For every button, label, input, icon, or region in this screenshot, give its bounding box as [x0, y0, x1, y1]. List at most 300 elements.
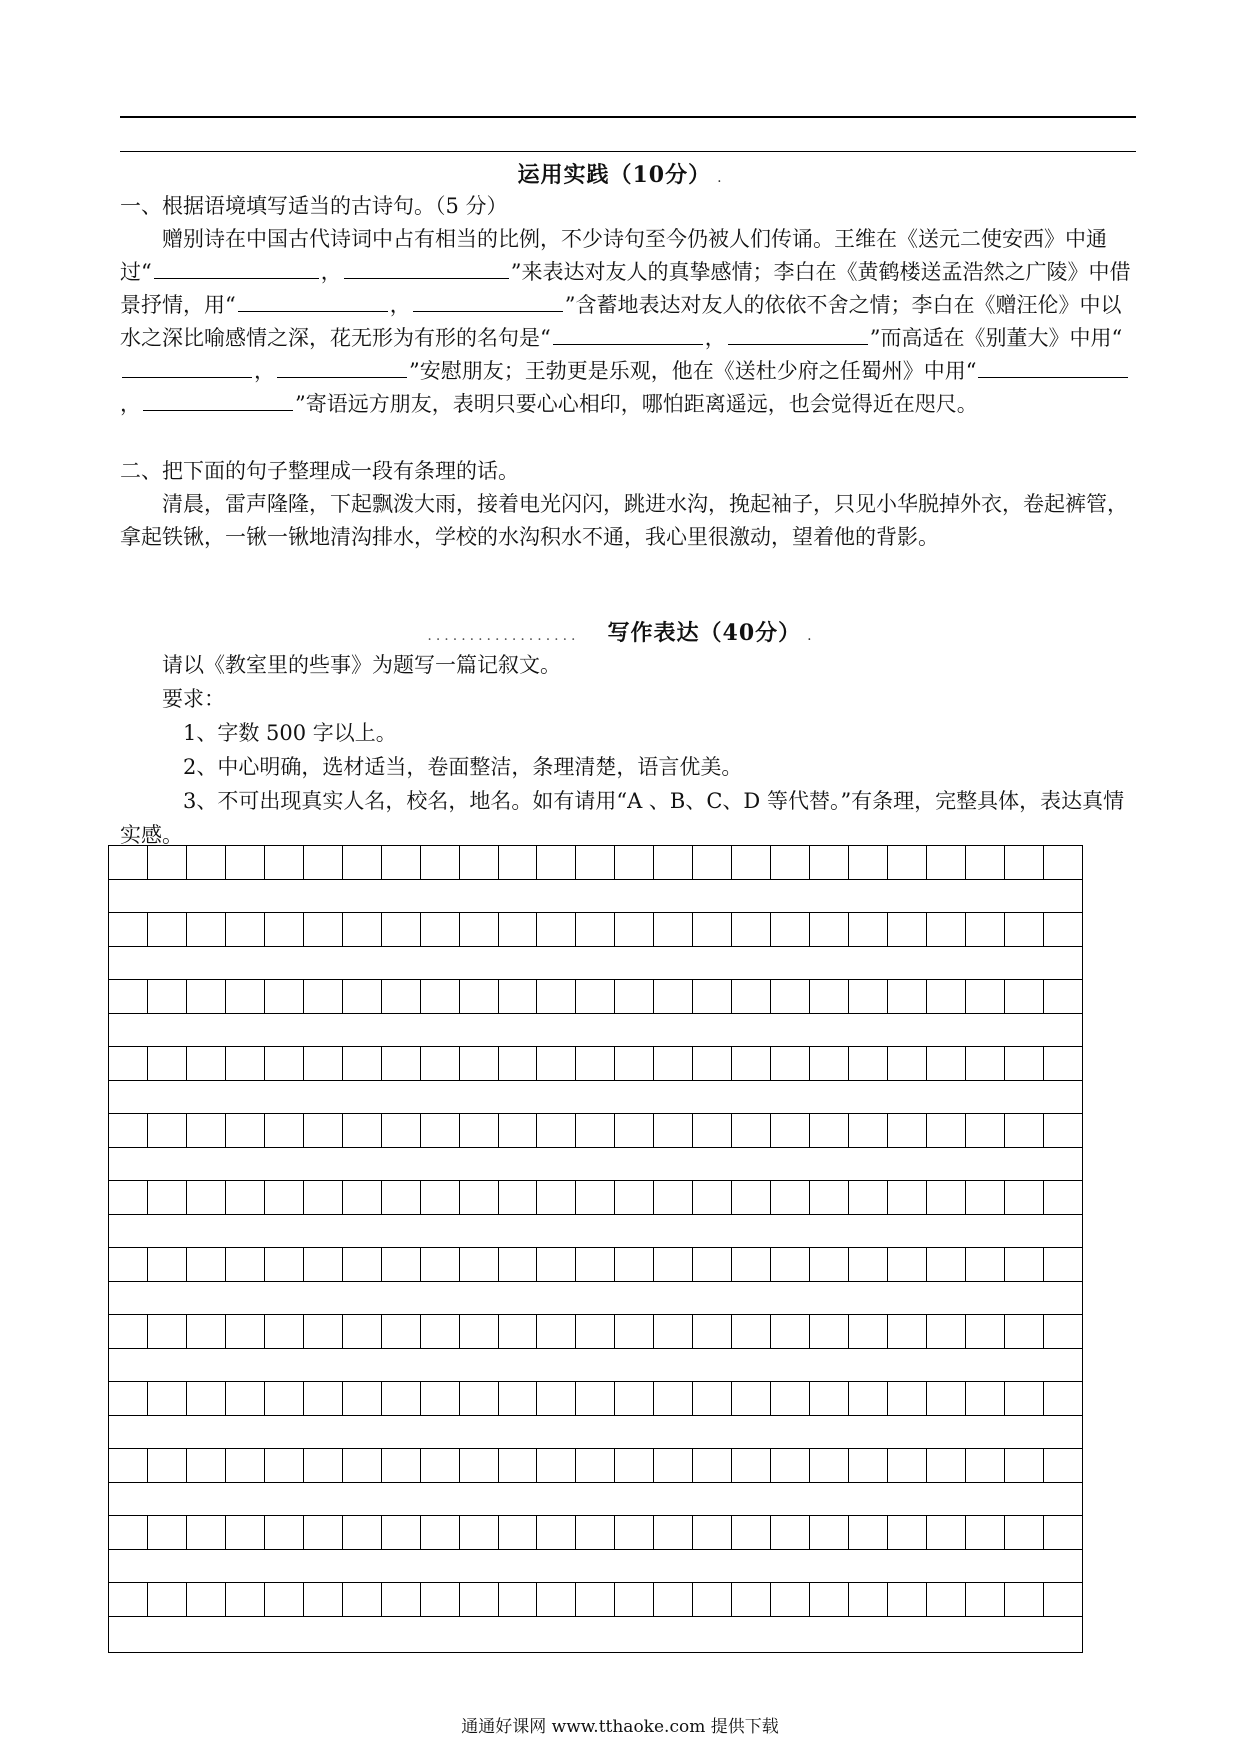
grid-cell[interactable]: [304, 980, 343, 1014]
grid-cell[interactable]: [849, 980, 888, 1014]
grid-cell[interactable]: [1044, 1516, 1082, 1550]
grid-cell[interactable]: [304, 1114, 343, 1148]
grid-cell[interactable]: [927, 1516, 966, 1550]
grid-cell[interactable]: [537, 913, 576, 947]
grid-cell[interactable]: [537, 1583, 576, 1617]
grid-cell[interactable]: [966, 980, 1005, 1014]
grid-cell[interactable]: [187, 1248, 226, 1282]
grid-cell[interactable]: [460, 1047, 499, 1081]
grid-cell[interactable]: [576, 1382, 615, 1416]
grid-cell[interactable]: [771, 1382, 810, 1416]
grid-cell[interactable]: [382, 980, 421, 1014]
grid-cell[interactable]: [148, 1449, 187, 1483]
grid-cell[interactable]: [927, 1583, 966, 1617]
grid-cell[interactable]: [849, 1114, 888, 1148]
grid-cell[interactable]: [654, 1516, 693, 1550]
grid-cell[interactable]: [732, 1248, 771, 1282]
grid-cell[interactable]: [771, 1114, 810, 1148]
grid-cell[interactable]: [226, 1583, 265, 1617]
grid-cell[interactable]: [499, 1315, 538, 1349]
grid-cell[interactable]: [148, 1516, 187, 1550]
grid-cell[interactable]: [1044, 1181, 1082, 1215]
grid-cell[interactable]: [1044, 1382, 1082, 1416]
grid-cell[interactable]: [732, 1583, 771, 1617]
grid-cell[interactable]: [1005, 1181, 1044, 1215]
grid-cell[interactable]: [771, 913, 810, 947]
grid-cell[interactable]: [615, 846, 654, 880]
grid-cell[interactable]: [187, 1181, 226, 1215]
grid-cell[interactable]: [460, 1516, 499, 1550]
grid-cell[interactable]: [343, 846, 382, 880]
grid-cell[interactable]: [1005, 1315, 1044, 1349]
grid-cell[interactable]: [888, 846, 927, 880]
grid-cell[interactable]: [382, 846, 421, 880]
grid-cell[interactable]: [1044, 1449, 1082, 1483]
answer-blank[interactable]: [143, 388, 293, 411]
grid-cell[interactable]: [654, 913, 693, 947]
grid-cell[interactable]: [187, 1382, 226, 1416]
grid-cell[interactable]: [537, 1047, 576, 1081]
grid-cell[interactable]: [499, 1114, 538, 1148]
grid-cell[interactable]: [654, 1449, 693, 1483]
grid-cell[interactable]: [499, 1382, 538, 1416]
grid-cell[interactable]: [109, 1583, 148, 1617]
grid-cell[interactable]: [1044, 1114, 1082, 1148]
grid-cell[interactable]: [927, 1449, 966, 1483]
grid-cell[interactable]: [304, 1516, 343, 1550]
grid-cell[interactable]: [771, 1047, 810, 1081]
grid-cell[interactable]: [187, 1315, 226, 1349]
grid-cell[interactable]: [537, 980, 576, 1014]
grid-cell[interactable]: [460, 1583, 499, 1617]
grid-cell[interactable]: [382, 1047, 421, 1081]
grid-cell[interactable]: [265, 1047, 304, 1081]
grid-cell[interactable]: [226, 1047, 265, 1081]
grid-cell[interactable]: [421, 1248, 460, 1282]
grid-cell[interactable]: [732, 913, 771, 947]
grid-cell[interactable]: [382, 1114, 421, 1148]
grid-cell[interactable]: [693, 1382, 732, 1416]
grid-cell[interactable]: [537, 1516, 576, 1550]
grid-cell[interactable]: [343, 1181, 382, 1215]
grid-cell[interactable]: [148, 913, 187, 947]
grid-cell[interactable]: [343, 1516, 382, 1550]
grid-cell[interactable]: [148, 1583, 187, 1617]
grid-cell[interactable]: [810, 1047, 849, 1081]
grid-cell[interactable]: [109, 1315, 148, 1349]
grid-cell[interactable]: [148, 1248, 187, 1282]
grid-cell[interactable]: [576, 846, 615, 880]
grid-cell[interactable]: [382, 1315, 421, 1349]
grid-cell[interactable]: [966, 1181, 1005, 1215]
grid-cell[interactable]: [265, 1382, 304, 1416]
grid-cell[interactable]: [927, 1181, 966, 1215]
grid-cell[interactable]: [226, 1181, 265, 1215]
grid-cell[interactable]: [226, 980, 265, 1014]
grid-cell[interactable]: [1044, 980, 1082, 1014]
grid-cell[interactable]: [615, 1315, 654, 1349]
grid-cell[interactable]: [187, 913, 226, 947]
grid-cell[interactable]: [810, 980, 849, 1014]
grid-cell[interactable]: [888, 1449, 927, 1483]
grid-cell[interactable]: [888, 1382, 927, 1416]
grid-cell[interactable]: [265, 1248, 304, 1282]
grid-cell[interactable]: [654, 1114, 693, 1148]
grid-cell[interactable]: [654, 1382, 693, 1416]
grid-cell[interactable]: [304, 1449, 343, 1483]
grid-cell[interactable]: [499, 846, 538, 880]
grid-cell[interactable]: [109, 1047, 148, 1081]
grid-cell[interactable]: [421, 1315, 460, 1349]
grid-cell[interactable]: [499, 1583, 538, 1617]
grid-cell[interactable]: [771, 980, 810, 1014]
grid-cell[interactable]: [927, 846, 966, 880]
grid-cell[interactable]: [693, 1449, 732, 1483]
grid-cell[interactable]: [1044, 846, 1082, 880]
grid-cell[interactable]: [187, 1114, 226, 1148]
grid-cell[interactable]: [460, 1181, 499, 1215]
grid-cell[interactable]: [654, 980, 693, 1014]
grid-cell[interactable]: [148, 980, 187, 1014]
grid-cell[interactable]: [771, 1181, 810, 1215]
grid-cell[interactable]: [576, 980, 615, 1014]
grid-cell[interactable]: [382, 1248, 421, 1282]
grid-cell[interactable]: [888, 1248, 927, 1282]
grid-cell[interactable]: [966, 913, 1005, 947]
grid-cell[interactable]: [187, 1516, 226, 1550]
grid-cell[interactable]: [187, 1047, 226, 1081]
grid-cell[interactable]: [888, 1583, 927, 1617]
grid-cell[interactable]: [421, 913, 460, 947]
grid-cell[interactable]: [732, 846, 771, 880]
grid-cell[interactable]: [265, 980, 304, 1014]
grid-cell[interactable]: [615, 1449, 654, 1483]
grid-cell[interactable]: [226, 1248, 265, 1282]
grid-cell[interactable]: [1005, 846, 1044, 880]
grid-cell[interactable]: [654, 846, 693, 880]
answer-blank[interactable]: [728, 322, 868, 345]
grid-cell[interactable]: [499, 980, 538, 1014]
grid-cell[interactable]: [382, 913, 421, 947]
grid-cell[interactable]: [615, 1382, 654, 1416]
grid-cell[interactable]: [343, 1248, 382, 1282]
grid-cell[interactable]: [537, 1248, 576, 1282]
grid-cell[interactable]: [1005, 1114, 1044, 1148]
grid-cell[interactable]: [499, 1516, 538, 1550]
grid-cell[interactable]: [615, 1114, 654, 1148]
grid-cell[interactable]: [693, 1114, 732, 1148]
grid-cell[interactable]: [615, 1583, 654, 1617]
grid-cell[interactable]: [732, 1181, 771, 1215]
grid-cell[interactable]: [109, 1382, 148, 1416]
grid-cell[interactable]: [732, 1047, 771, 1081]
grid-cell[interactable]: [849, 1181, 888, 1215]
grid-cell[interactable]: [615, 1047, 654, 1081]
grid-cell[interactable]: [421, 846, 460, 880]
grid-cell[interactable]: [460, 1114, 499, 1148]
answer-blank[interactable]: [238, 289, 388, 312]
grid-cell[interactable]: [849, 1449, 888, 1483]
grid-cell[interactable]: [226, 1114, 265, 1148]
answer-blank[interactable]: [122, 355, 252, 378]
grid-cell[interactable]: [265, 1114, 304, 1148]
grid-cell[interactable]: [966, 1516, 1005, 1550]
grid-cell[interactable]: [148, 1114, 187, 1148]
grid-cell[interactable]: [382, 1382, 421, 1416]
grid-cell[interactable]: [849, 1047, 888, 1081]
grid-cell[interactable]: [966, 1315, 1005, 1349]
grid-cell[interactable]: [615, 913, 654, 947]
grid-cell[interactable]: [654, 1315, 693, 1349]
grid-cell[interactable]: [460, 980, 499, 1014]
grid-cell[interactable]: [421, 980, 460, 1014]
grid-cell[interactable]: [927, 1114, 966, 1148]
grid-cell[interactable]: [732, 1516, 771, 1550]
grid-cell[interactable]: [343, 1382, 382, 1416]
grid-cell[interactable]: [304, 846, 343, 880]
grid-cell[interactable]: [265, 1449, 304, 1483]
grid-cell[interactable]: [849, 1516, 888, 1550]
grid-cell[interactable]: [499, 913, 538, 947]
grid-cell[interactable]: [615, 1248, 654, 1282]
grid-cell[interactable]: [693, 1583, 732, 1617]
grid-cell[interactable]: [187, 1583, 226, 1617]
grid-cell[interactable]: [771, 1583, 810, 1617]
grid-cell[interactable]: [343, 980, 382, 1014]
grid-cell[interactable]: [499, 1248, 538, 1282]
grid-cell[interactable]: [343, 1114, 382, 1148]
grid-cell[interactable]: [693, 1516, 732, 1550]
grid-cell[interactable]: [966, 1449, 1005, 1483]
grid-cell[interactable]: [810, 1248, 849, 1282]
grid-cell[interactable]: [693, 1047, 732, 1081]
grid-cell[interactable]: [654, 1583, 693, 1617]
grid-cell[interactable]: [1044, 1315, 1082, 1349]
grid-cell[interactable]: [771, 1516, 810, 1550]
grid-cell[interactable]: [732, 1315, 771, 1349]
grid-cell[interactable]: [966, 846, 1005, 880]
grid-cell[interactable]: [1005, 1516, 1044, 1550]
grid-cell[interactable]: [654, 1248, 693, 1282]
grid-cell[interactable]: [226, 846, 265, 880]
grid-cell[interactable]: [304, 1181, 343, 1215]
grid-cell[interactable]: [693, 1248, 732, 1282]
grid-cell[interactable]: [693, 913, 732, 947]
grid-cell[interactable]: [888, 913, 927, 947]
grid-cell[interactable]: [109, 1516, 148, 1550]
grid-cell[interactable]: [537, 1315, 576, 1349]
composition-grid[interactable]: [108, 845, 1083, 1653]
answer-blank[interactable]: [277, 355, 407, 378]
grid-cell[interactable]: [226, 1382, 265, 1416]
grid-cell[interactable]: [849, 1583, 888, 1617]
answer-blank[interactable]: [344, 256, 509, 279]
grid-cell[interactable]: [810, 1583, 849, 1617]
grid-cell[interactable]: [148, 1315, 187, 1349]
grid-cell[interactable]: [304, 1047, 343, 1081]
grid-cell[interactable]: [732, 1382, 771, 1416]
grid-cell[interactable]: [109, 980, 148, 1014]
grid-cell[interactable]: [966, 1047, 1005, 1081]
grid-cell[interactable]: [927, 913, 966, 947]
grid-cell[interactable]: [1044, 1248, 1082, 1282]
grid-cell[interactable]: [187, 1449, 226, 1483]
grid-cell[interactable]: [460, 1382, 499, 1416]
grid-cell[interactable]: [888, 1516, 927, 1550]
grid-cell[interactable]: [810, 1181, 849, 1215]
grid-cell[interactable]: [1005, 1382, 1044, 1416]
grid-cell[interactable]: [265, 846, 304, 880]
grid-cell[interactable]: [1044, 1047, 1082, 1081]
grid-cell[interactable]: [537, 1382, 576, 1416]
grid-cell[interactable]: [615, 1516, 654, 1550]
grid-cell[interactable]: [460, 1248, 499, 1282]
grid-cell[interactable]: [576, 913, 615, 947]
grid-cell[interactable]: [265, 913, 304, 947]
grid-cell[interactable]: [226, 1449, 265, 1483]
grid-cell[interactable]: [810, 1382, 849, 1416]
grid-cell[interactable]: [226, 1315, 265, 1349]
grid-cell[interactable]: [810, 913, 849, 947]
grid-cell[interactable]: [499, 1449, 538, 1483]
grid-cell[interactable]: [888, 980, 927, 1014]
grid-cell[interactable]: [576, 1047, 615, 1081]
grid-cell[interactable]: [966, 1248, 1005, 1282]
grid-cell[interactable]: [109, 846, 148, 880]
grid-cell[interactable]: [304, 1315, 343, 1349]
grid-cell[interactable]: [304, 913, 343, 947]
grid-cell[interactable]: [537, 1449, 576, 1483]
grid-cell[interactable]: [576, 1248, 615, 1282]
grid-cell[interactable]: [226, 1516, 265, 1550]
grid-cell[interactable]: [927, 1047, 966, 1081]
grid-cell[interactable]: [382, 1449, 421, 1483]
grid-cell[interactable]: [966, 1114, 1005, 1148]
grid-cell[interactable]: [343, 1047, 382, 1081]
grid-cell[interactable]: [421, 1583, 460, 1617]
grid-cell[interactable]: [109, 1248, 148, 1282]
grid-cell[interactable]: [1005, 913, 1044, 947]
grid-cell[interactable]: [849, 846, 888, 880]
answer-blank[interactable]: [978, 355, 1128, 378]
grid-cell[interactable]: [421, 1114, 460, 1148]
grid-cell[interactable]: [382, 1181, 421, 1215]
grid-cell[interactable]: [265, 1315, 304, 1349]
grid-cell[interactable]: [888, 1315, 927, 1349]
grid-cell[interactable]: [693, 1181, 732, 1215]
grid-cell[interactable]: [421, 1181, 460, 1215]
answer-blank[interactable]: [413, 289, 563, 312]
grid-cell[interactable]: [382, 1516, 421, 1550]
grid-cell[interactable]: [148, 846, 187, 880]
grid-cell[interactable]: [421, 1516, 460, 1550]
grid-cell[interactable]: [537, 1181, 576, 1215]
grid-cell[interactable]: [421, 1449, 460, 1483]
grid-cell[interactable]: [343, 1583, 382, 1617]
grid-cell[interactable]: [771, 1449, 810, 1483]
grid-cell[interactable]: [1005, 1449, 1044, 1483]
grid-cell[interactable]: [1005, 1047, 1044, 1081]
grid-cell[interactable]: [576, 1516, 615, 1550]
grid-cell[interactable]: [148, 1382, 187, 1416]
grid-cell[interactable]: [849, 1382, 888, 1416]
grid-cell[interactable]: [109, 913, 148, 947]
grid-cell[interactable]: [109, 1181, 148, 1215]
grid-cell[interactable]: [537, 846, 576, 880]
grid-cell[interactable]: [1005, 1583, 1044, 1617]
grid-cell[interactable]: [499, 1181, 538, 1215]
grid-cell[interactable]: [1044, 913, 1082, 947]
grid-cell[interactable]: [888, 1181, 927, 1215]
grid-cell[interactable]: [849, 1248, 888, 1282]
grid-cell[interactable]: [771, 846, 810, 880]
grid-cell[interactable]: [927, 1382, 966, 1416]
grid-cell[interactable]: [927, 1315, 966, 1349]
grid-cell[interactable]: [810, 1449, 849, 1483]
grid-cell[interactable]: [849, 913, 888, 947]
grid-cell[interactable]: [304, 1382, 343, 1416]
grid-cell[interactable]: [888, 1047, 927, 1081]
grid-cell[interactable]: [927, 1248, 966, 1282]
grid-cell[interactable]: [654, 1047, 693, 1081]
grid-cell[interactable]: [148, 1047, 187, 1081]
grid-cell[interactable]: [810, 1315, 849, 1349]
grid-cell[interactable]: [148, 1181, 187, 1215]
grid-cell[interactable]: [460, 1315, 499, 1349]
grid-cell[interactable]: [109, 1449, 148, 1483]
grid-cell[interactable]: [576, 1449, 615, 1483]
grid-cell[interactable]: [537, 1114, 576, 1148]
grid-cell[interactable]: [576, 1114, 615, 1148]
grid-cell[interactable]: [187, 980, 226, 1014]
grid-cell[interactable]: [576, 1583, 615, 1617]
grid-cell[interactable]: [849, 1315, 888, 1349]
grid-cell[interactable]: [771, 1248, 810, 1282]
grid-cell[interactable]: [460, 913, 499, 947]
grid-cell[interactable]: [771, 1315, 810, 1349]
grid-cell[interactable]: [1044, 1583, 1082, 1617]
grid-cell[interactable]: [421, 1382, 460, 1416]
grid-cell[interactable]: [304, 1583, 343, 1617]
grid-cell[interactable]: [1005, 1248, 1044, 1282]
grid-cell[interactable]: [226, 913, 265, 947]
grid-cell[interactable]: [576, 1315, 615, 1349]
grid-cell[interactable]: [888, 1114, 927, 1148]
grid-cell[interactable]: [693, 846, 732, 880]
grid-cell[interactable]: [265, 1583, 304, 1617]
grid-cell[interactable]: [382, 1583, 421, 1617]
grid-cell[interactable]: [966, 1382, 1005, 1416]
grid-cell[interactable]: [810, 846, 849, 880]
grid-cell[interactable]: [343, 1315, 382, 1349]
answer-blank[interactable]: [154, 256, 319, 279]
grid-cell[interactable]: [810, 1516, 849, 1550]
grid-cell[interactable]: [460, 1449, 499, 1483]
grid-cell[interactable]: [1005, 980, 1044, 1014]
grid-cell[interactable]: [615, 980, 654, 1014]
grid-cell[interactable]: [732, 980, 771, 1014]
grid-cell[interactable]: [343, 913, 382, 947]
grid-cell[interactable]: [460, 846, 499, 880]
grid-cell[interactable]: [187, 846, 226, 880]
grid-cell[interactable]: [693, 1315, 732, 1349]
answer-blank[interactable]: [553, 322, 703, 345]
grid-cell[interactable]: [966, 1583, 1005, 1617]
grid-cell[interactable]: [732, 1114, 771, 1148]
grid-cell[interactable]: [265, 1516, 304, 1550]
grid-cell[interactable]: [109, 1114, 148, 1148]
grid-cell[interactable]: [693, 980, 732, 1014]
